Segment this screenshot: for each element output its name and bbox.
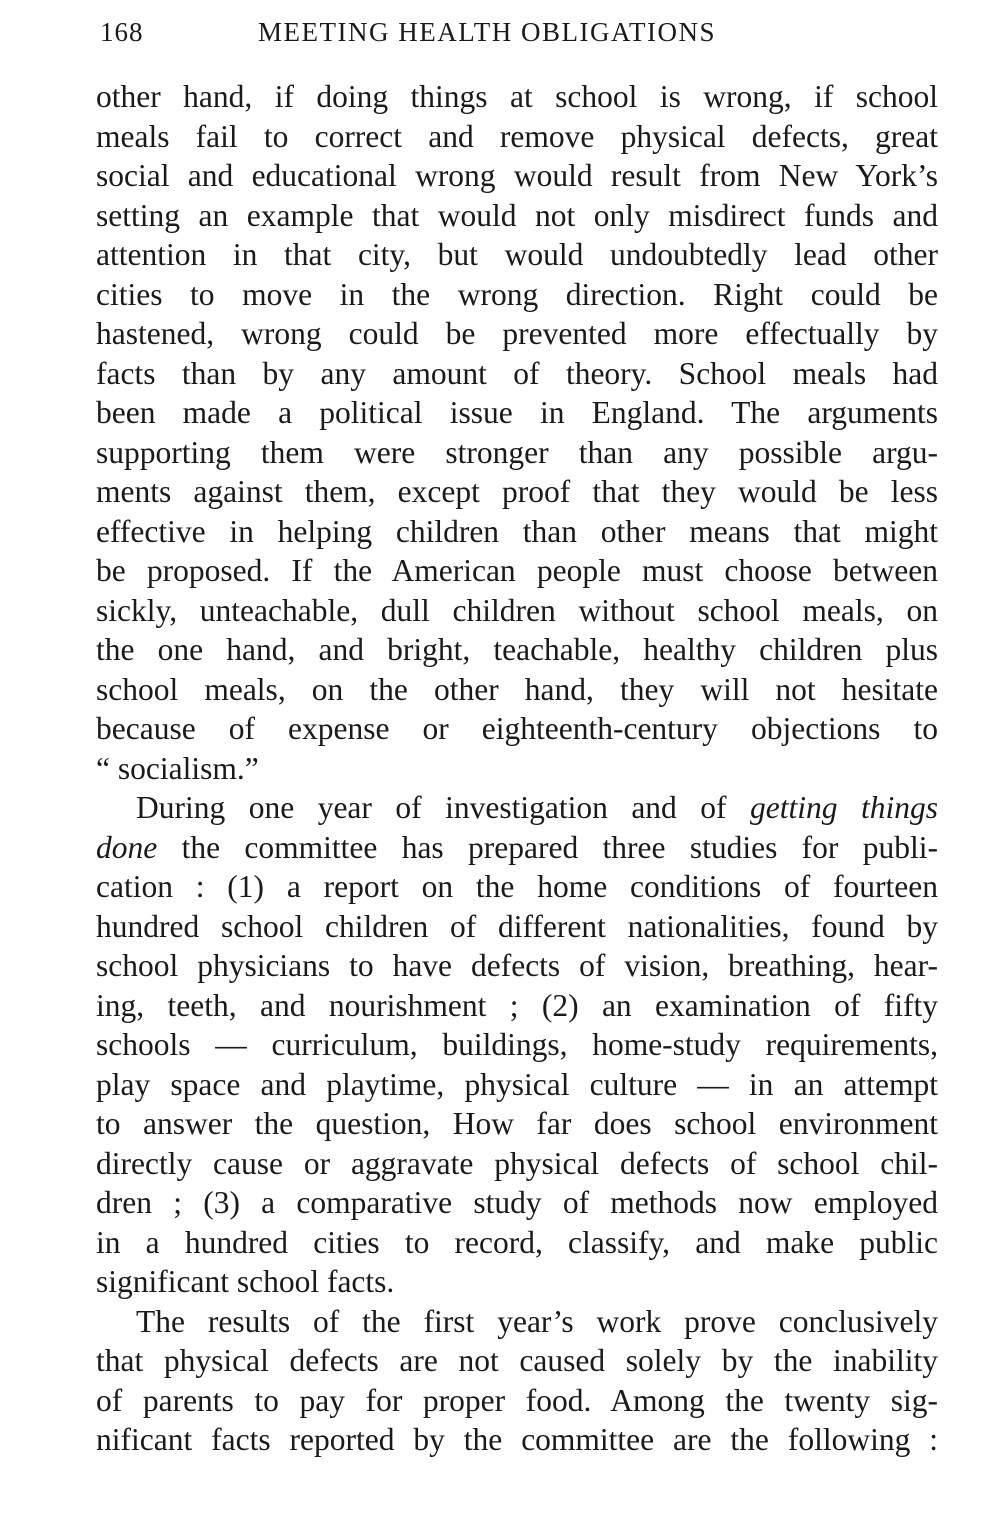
text-line: the one hand, and bright, teachable, healthy children plus bbox=[96, 632, 938, 667]
text-line: other hand, if doing things at school is wrong, if school bbox=[96, 79, 938, 114]
page-number: 168 bbox=[100, 17, 144, 47]
text-line: school physicians to have defects of vision, breathing, hear- bbox=[96, 948, 938, 983]
text-line: play space and playtime, physical culture — in an attempt bbox=[96, 1066, 938, 1102]
paragraph-3 bbox=[96, 1302, 938, 1460]
text-line: “ socialism.” bbox=[96, 750, 259, 786]
text-line: setting an example that would not only misdirect funds and bbox=[96, 197, 938, 233]
paragraph-1 bbox=[96, 77, 938, 788]
text-line: school meals, on the other hand, they will not hesitate bbox=[96, 671, 938, 707]
text-line bbox=[96, 788, 938, 828]
line-text: During one year of investigation and of bbox=[136, 790, 751, 825]
text-line: meals fail to correct and remove physical defects, great bbox=[96, 118, 938, 154]
text-line: of parents to pay for proper food. Among the twenty sig- bbox=[96, 1382, 938, 1418]
text-line: nificant facts reported by the committee are the following : bbox=[96, 1422, 938, 1457]
text-line: directly cause or aggravate physical defects of school chil- bbox=[96, 1145, 938, 1181]
text-line: sickly, unteachable, dull children without school meals, on bbox=[96, 592, 938, 628]
text-line: The results of the first year’s work prove conclusively bbox=[136, 1303, 938, 1339]
text-line: that physical defects are not caused solely by the inability bbox=[96, 1343, 938, 1378]
text-line: social and educational wrong would result from New York’s bbox=[96, 158, 938, 193]
text-line: supporting them were stronger than any possible argu- bbox=[96, 434, 938, 470]
paragraph-2 bbox=[96, 788, 938, 1302]
text-line: significant school facts. bbox=[96, 1264, 395, 1299]
text-line: effective in helping children than other means that might bbox=[96, 513, 938, 549]
italic-emphasis: done bbox=[96, 829, 158, 865]
running-title: MEETING HEALTH OBLIGATIONS bbox=[258, 17, 716, 47]
text-line: schools — curriculum, buildings, home-study requirements, bbox=[96, 1027, 938, 1062]
text-line: to answer the question, How far does school environment bbox=[96, 1106, 938, 1141]
text-line: attention in that city, but would undoubtedly lead other bbox=[96, 237, 938, 272]
text-line: ing, teeth, and nourishment ; (2) an examination of fifty bbox=[96, 987, 938, 1023]
body-text bbox=[96, 77, 938, 1460]
text-line: cities to move in the wrong direction. Right could be bbox=[96, 276, 938, 312]
text-line: been made a political issue in England. The arguments bbox=[96, 395, 938, 430]
line-text: the committee has prepared three studies for publi- bbox=[157, 829, 938, 865]
text-line bbox=[96, 828, 938, 868]
text-line: in a hundred cities to record, classify, and make public bbox=[96, 1224, 938, 1260]
text-line: hundred school children of different nationalities, found by bbox=[96, 908, 938, 944]
text-line: ments against them, except proof that they would be less bbox=[96, 474, 938, 509]
italic-emphasis: getting things bbox=[750, 790, 938, 825]
text-line: because of expense or eighteenth-century objections to bbox=[96, 711, 938, 746]
text-line: be proposed. If the American people must choose between bbox=[96, 553, 938, 588]
running-header bbox=[100, 12, 900, 52]
text-line: dren ; (3) a comparative study of methods now employed bbox=[96, 1185, 938, 1220]
text-line: cation : (1) a report on the home conditions of fourteen bbox=[96, 869, 938, 904]
text-line: facts than by any amount of theory. School meals had bbox=[96, 355, 938, 391]
text-line: hastened, wrong could be prevented more effectually by bbox=[96, 316, 938, 351]
